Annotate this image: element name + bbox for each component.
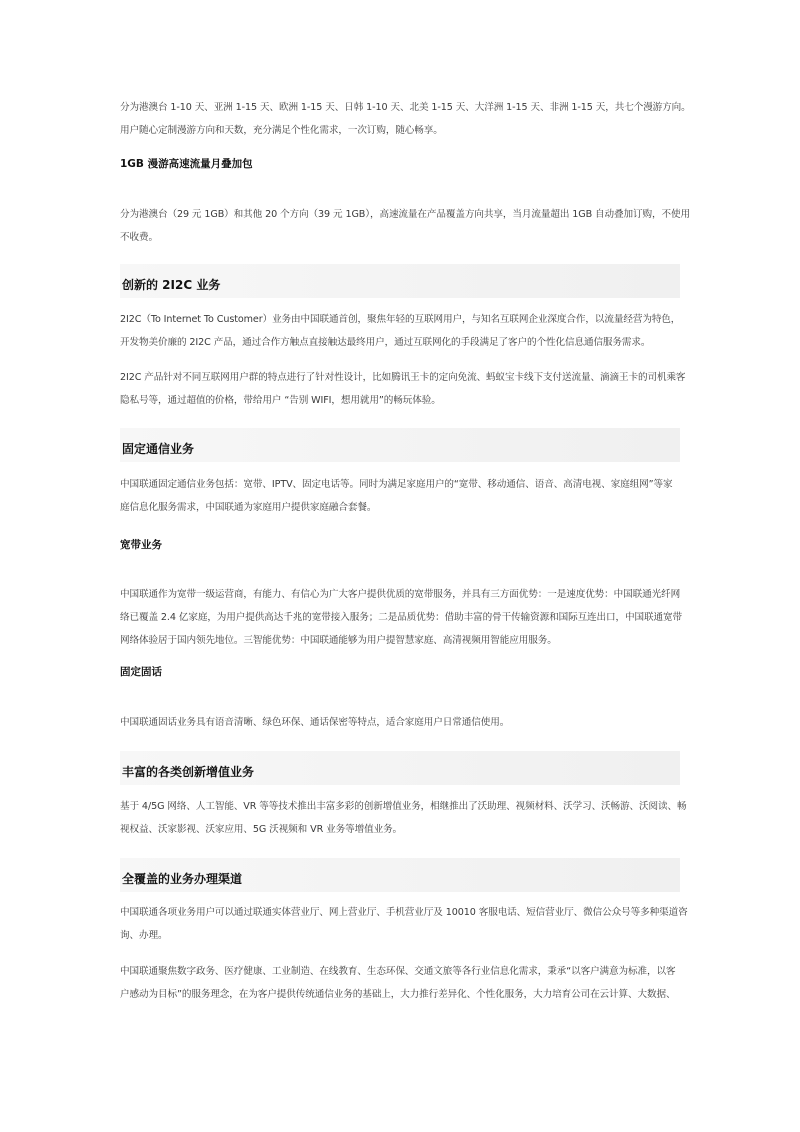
fixed-phone-paragraph [120,711,682,734]
text-line: 户感动为目标”的服务理念，在为客户提供传统通信业务的基础上，大力推行差异化、个性化服务，大力培育公司在云计算、大数据、 [120,989,676,1000]
broadband-paragraph [120,583,682,652]
text-line: 隐私号等，通过超值的价格，带给用户 “告别 WIFI，想用就用”的畅玩体验。 [120,395,441,406]
section-channels-paragraph-2 [120,960,682,1006]
roaming-pack-paragraph [120,203,690,249]
section-vas-paragraph [120,795,687,841]
section-header-2i2c [120,264,680,298]
section-title: 固定通信业务 [122,442,195,456]
text-line: 用户随心定制漫游方向和天数，充分满足个性化需求，一次订购，随心畅享。 [120,125,443,136]
section-title: 丰富的各类创新增值业务 [122,765,255,779]
text-line: 中国联通固定通信业务包括：宽带、IPTV、固定电话等。同时为满足家庭用户的“宽带、移动通信、语音、高清电视、家庭组网”等家 [120,479,673,490]
section-2i2c-paragraph-1 [120,308,682,354]
text-line: 开发物美价廉的 2I2C 产品，通过合作方触点直接触达最终用户，通过互联网化的手段满足了客户的个性化信息通信服务需求。 [120,337,651,348]
text-line: 2I2C 产品针对不同互联网用户群的特点进行了针对性设计，比如腾讯王卡的定向免流、蚂蚁宝卡线下支付送流量、滴滴王卡的司机乘客 [120,372,686,383]
text-line: 中国联通作为宽带一级运营商，有能力、有信心为广大客户提供优质的宽带服务，并具有三方面优势：一是速度优势：中国联通光纤网 [120,589,681,600]
text-line: 分为港澳台（29 元 1GB）和其他 20 个方向（39 元 1GB），高速流量在产品覆盖方向共享，当月流量超出 1GB 自动叠加订购，不使用 [120,209,690,220]
broadband-title: 宽带业务 [120,539,162,551]
text-line: 络已覆盖 2.4 亿家庭，为用户提供高达千兆的宽带接入服务；二是品质优势：借助丰富的骨干传输资源和国际互连出口，中国联通宽带 [120,612,682,623]
section-title: 全覆盖的业务办理渠道 [122,872,243,886]
text-line: 中国联通各项业务用户可以通过联通实体营业厅、网上营业厅、手机营业厅及 10010 客服电话、短信营业厅、微信公众号等多种渠道咨 [120,907,688,918]
text-line: 询、办理。 [120,930,168,941]
section-fixed-paragraph [120,473,682,519]
text-line: 不收费。 [120,232,158,243]
section-channels-paragraph-1 [120,901,688,947]
text-line: 网络体验居于国内领先地位。三智能优势：中国联通能够为用户提智慧家庭、高清视频用智能应用服务。 [120,635,557,646]
section-header-fixed [120,428,680,462]
text-line: 基于 4/5G 网络、人工智能、VR 等等技术推出丰富多彩的创新增值业务，相继推出了沃助理、视频材料、沃学习、沃畅游、沃阅读、畅 [120,801,687,812]
section-2i2c-paragraph-2 [120,366,686,412]
fixed-phone-title: 固定固话 [120,666,162,678]
section-header-channels [120,858,680,892]
section-header-vas [120,751,680,785]
text-line: 视权益、沃家影视、沃家应用、5G 沃视频和 VR 业务等增值业务。 [120,824,403,835]
section-title: 创新的 2I2C 业务 [122,278,221,292]
roaming-pack-title: 1GB 漫游高速流量月叠加包 [120,158,253,170]
text-line: 中国联通固话业务具有语音清晰、绿色环保、通话保密等特点，适合家庭用户日常通信使用。 [120,717,510,728]
text-line: 分为港澳台 1-10 天、亚洲 1-15 天、欧洲 1-15 天、日韩 1-10 天、北美 1-15 天、大洋洲 1-15 天、非洲 1-15 天，共七个漫游方向。 [120,102,691,113]
text-line: 庭信息化服务需求，中国联通为家庭用户提供家庭融合套餐。 [120,502,377,513]
intro-paragraph [120,96,691,142]
text-line: 2I2C（To Internet To Customer）业务由中国联通首创，聚焦年轻的互联网用户，与知名互联网企业深度合作，以流量经营为特色， [120,314,681,325]
text-line: 中国联通聚焦数字政务、医疗健康、工业制造、在线教育、生态环保、交通文旅等各行业信息化需求，秉承“以客户满意为标准，以客 [120,966,676,977]
